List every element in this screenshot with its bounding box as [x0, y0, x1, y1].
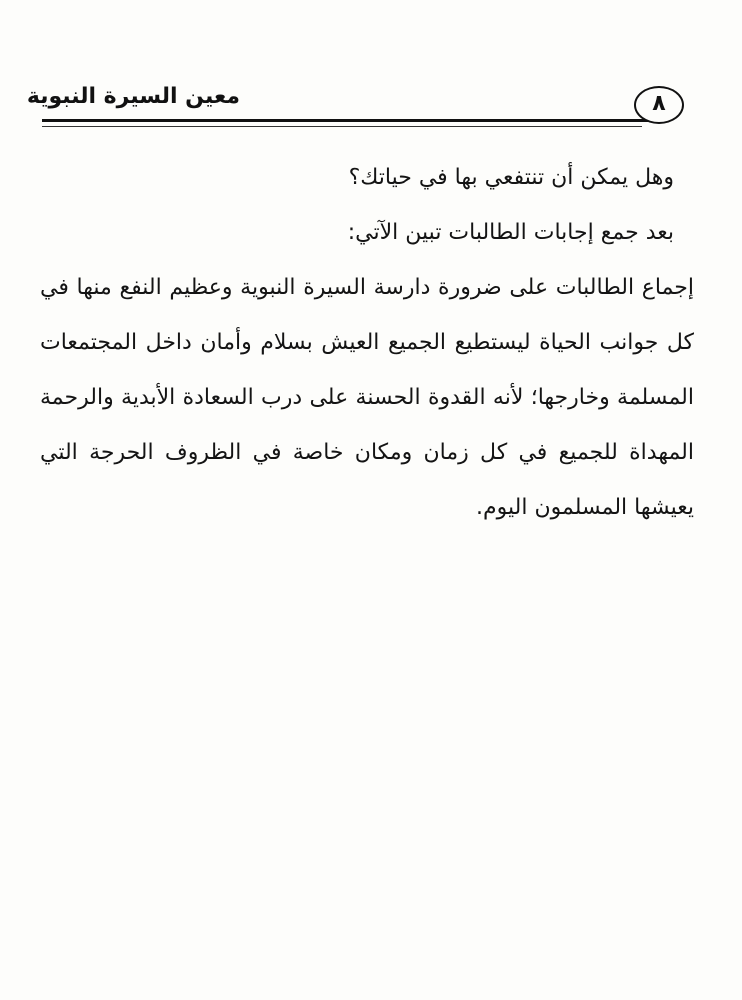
running-header-title: معين السيرة النبوية	[26, 84, 240, 109]
paragraph-line: كل جوانب الحياة ليستطيع الجميع العيش بسلام وأمان داخل المجتمعات	[40, 330, 694, 355]
paragraph-last-line: يعيشها المسلمون اليوم.	[476, 495, 694, 520]
body-text	[40, 150, 694, 535]
paragraph-line: إجماع الطالبات على ضرورة دارسة السيرة النبوية وعظيم النفع منها في	[40, 275, 694, 300]
header-rule	[42, 119, 652, 122]
header-rule-thin	[42, 126, 642, 127]
paragraph-line: المهداة للجميع في كل زمان ومكان خاصة في الظروف الحرجة التي	[40, 440, 694, 465]
question-line: وهل يمكن أن تنتفعي بها في حياتك؟	[348, 165, 674, 190]
findings-intro-line: بعد جمع إجابات الطالبات تبين الآتي:	[347, 220, 674, 245]
page-number-badge: ٨	[634, 86, 684, 124]
paragraph-line: المسلمة وخارجها؛ لأنه القدوة الحسنة على درب السعادة الأبدية والرحمة	[40, 385, 694, 410]
